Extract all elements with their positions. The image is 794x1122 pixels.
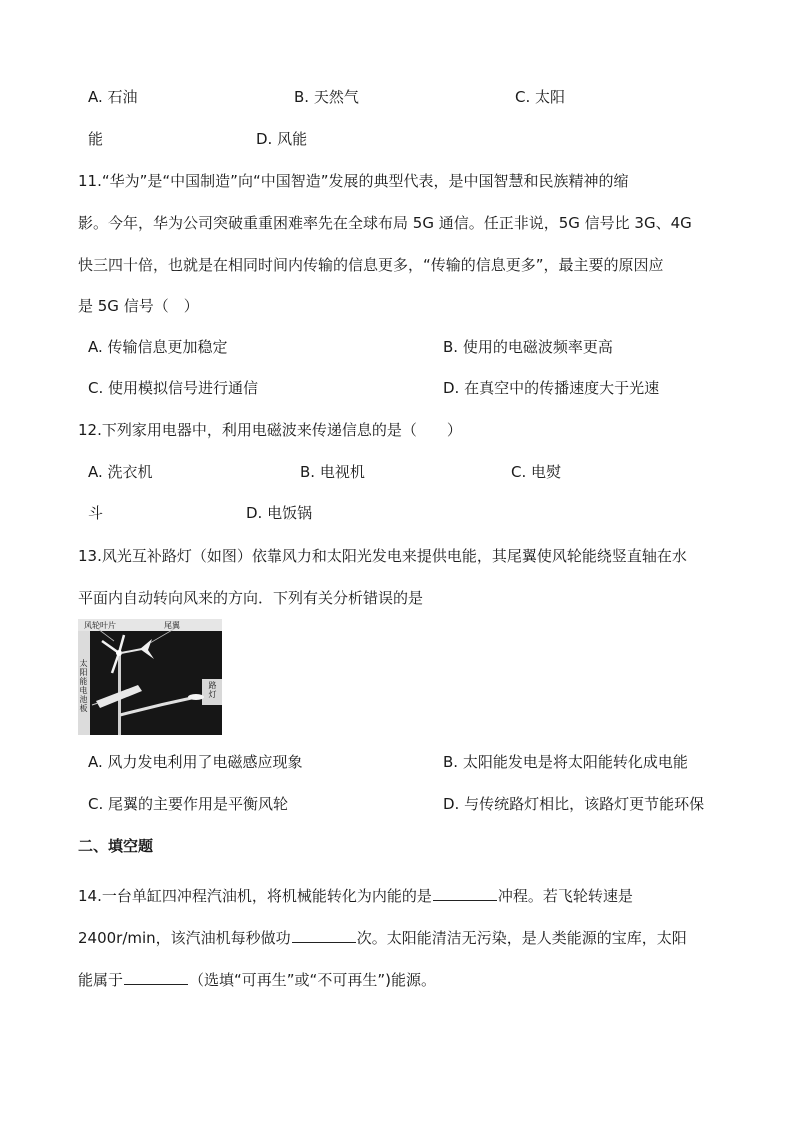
figure-label-lamp: 路灯	[208, 681, 217, 699]
q12-stem: 12.下列家用电器中，利用电磁波来传递信息的是（ ）	[78, 421, 462, 439]
q11-option-a: A. 传输信息更加稳定	[88, 338, 228, 356]
figure-label-tail: 尾翼	[164, 621, 180, 630]
figure-label-blades: 风轮叶片	[84, 621, 116, 630]
q10-option-c: C. 太阳	[515, 88, 566, 106]
q12-option-c-continued: 斗	[88, 504, 104, 522]
q14-text-3b: （选填“可再生”或“不可再生”)能源。	[189, 971, 436, 989]
q13-stem-line-1: 13.风光互补路灯（如图）依靠风力和太阳光发电来提供电能，其尾翼使风轮能绕竖直轴在水	[78, 547, 687, 565]
q14-blank-energy-type	[124, 970, 188, 985]
q14-text-2a: 2400r/min，该汽油机每秒做功	[78, 929, 291, 947]
q14-text-2b: 次。太阳能清洁无污染，是人类能源的宝库，太阳	[356, 929, 687, 947]
section-heading-fill-in: 二、填空题	[78, 837, 154, 855]
q13-option-c: C. 尾翼的主要作用是平衡风轮	[88, 795, 289, 813]
q13-option-b: B. 太阳能发电是将太阳能转化成电能	[443, 753, 688, 771]
q11-option-b: B. 使用的电磁波频率更高	[443, 338, 613, 356]
q14-blank-stroke	[433, 886, 497, 901]
streetlight-illustration	[78, 619, 222, 735]
figure-label-solar-panel: 太阳能电池板	[79, 659, 88, 713]
q13-option-a: A. 风力发电利用了电磁感应现象	[88, 753, 303, 771]
q14-text-3a: 能属于	[78, 971, 124, 989]
q14-text-1a: 14.一台单缸四冲程汽油机，将机械能转化为内能的是	[78, 887, 432, 905]
q13-stem-line-2: 平面内自动转向风来的方向．下列有关分析错误的是	[78, 589, 424, 607]
q12-option-a: A. 洗衣机	[88, 463, 153, 481]
q10-option-c-continued: 能	[88, 130, 104, 148]
q11-stem-line-3: 快三四十倍，也就是在相同时间内传输的信息更多，“传输的信息更多”，最主要的原因应	[78, 256, 664, 274]
q14-blank-work-count	[292, 928, 356, 943]
q14-line-2	[78, 928, 687, 948]
q11-stem-line-1: 11.“华为”是“中国制造”向“中国智造”发展的典型代表，是中国智慧和民族精神的缩	[78, 172, 629, 190]
q14-text-1b: 冲程。若飞轮转速是	[497, 887, 633, 905]
q10-option-b: B. 天然气	[294, 88, 359, 106]
lamp-head	[188, 694, 204, 700]
q10-option-d: D. 风能	[256, 130, 308, 148]
q14-line-1	[78, 886, 633, 906]
q10-option-a: A. 石油	[88, 88, 138, 106]
q11-option-c: C. 使用模拟信号进行通信	[88, 379, 259, 397]
wind-solar-streetlight-figure	[78, 619, 222, 735]
q12-option-c: C. 电熨	[511, 463, 562, 481]
q11-option-d: D. 在真空中的传播速度大于光速	[443, 379, 660, 397]
q14-line-3	[78, 970, 436, 990]
figure-background	[78, 619, 222, 735]
q12-option-b: B. 电视机	[300, 463, 365, 481]
q13-option-d: D. 与传统路灯相比，该路灯更节能环保	[443, 795, 705, 813]
q11-stem-line-4: 是 5G 信号（ ）	[78, 297, 199, 315]
q12-option-d: D. 电饭锅	[246, 504, 313, 522]
q11-stem-line-2: 影。今年，华为公司突破重重困难率先在全球布局 5G 通信。任正非说，5G 信号比 3G、4G	[78, 214, 692, 232]
